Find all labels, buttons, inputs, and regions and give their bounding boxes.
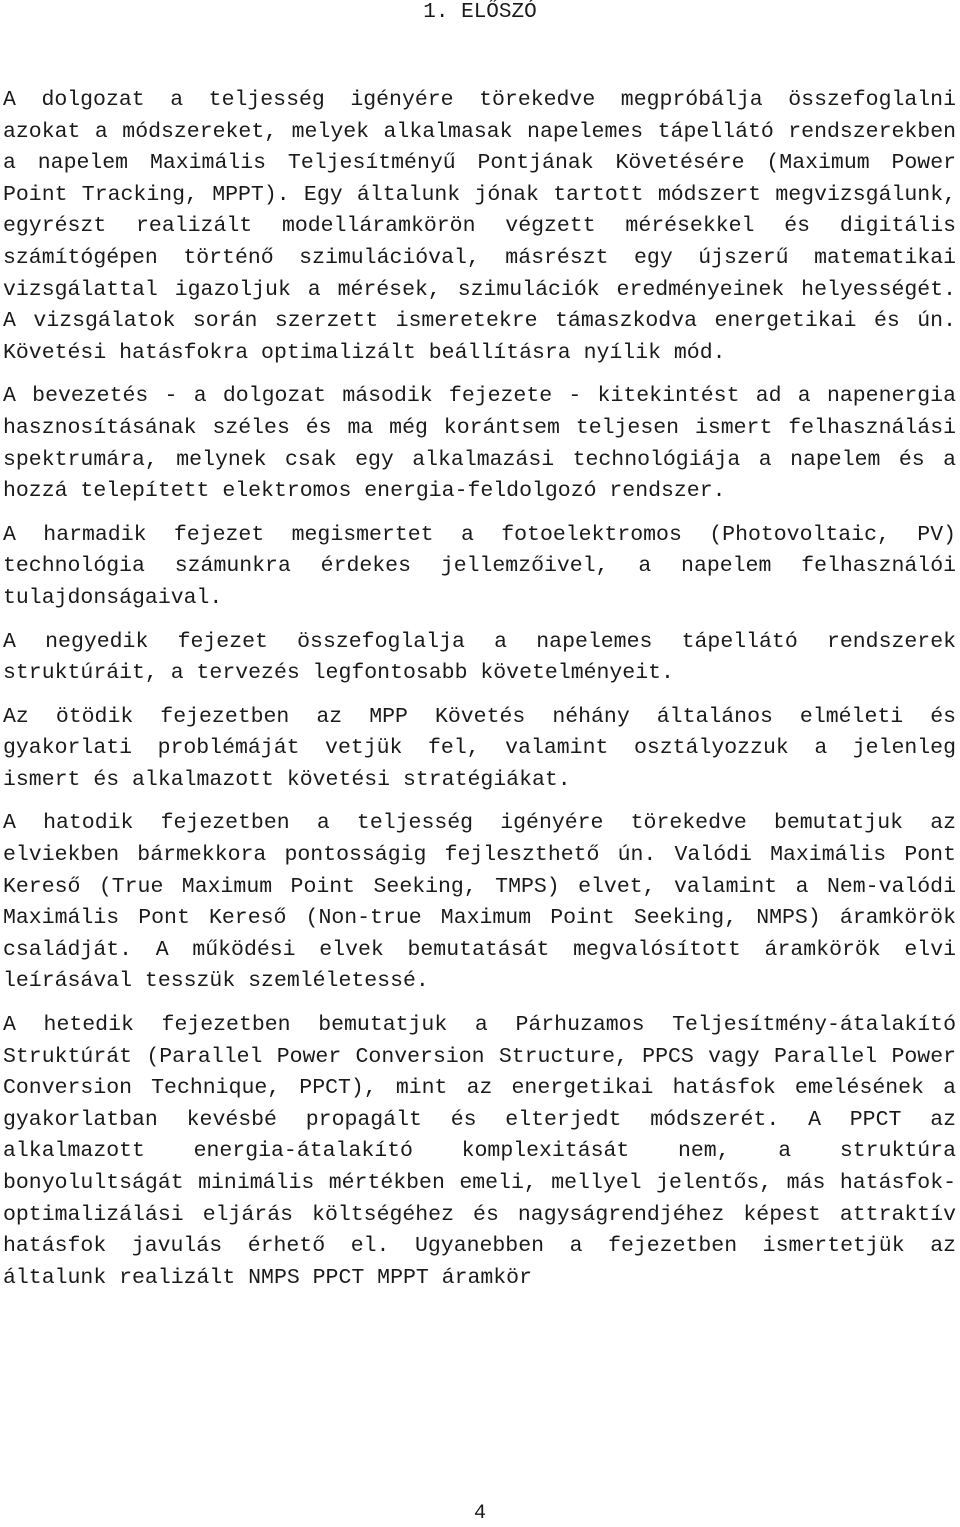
paragraph-chapter-5: Az ötödik fejezetben az MPP Követés néhány általános elméleti és gyakorlati problémáját vetjük fel, valamint osztályozzuk a jelenleg ismert és alkalmazott követési stratégiákat. bbox=[3, 704, 956, 792]
chapter-title: 1. ELŐSZÓ bbox=[423, 1, 537, 24]
paragraph-preface-intro: A dolgozat a teljesség igényére törekedve megpróbálja összefoglalni azokat a módszereket, melyek alkalmasak napelemes tápellátó rendszerekben a napelem Maximális Teljesítményű Pontjának Követésére (Maximum Power Point Tracking, MPPT). Egy általunk jónak tartott módszert megvizsgálunk, egyrészt realizált modelláramkörön végzett mérésekkel és digitális számítógépen történő szimulációval, másrészt egy újszerű matematikai vizsgálattal igazoljuk a mérések, szimulációk eredményeinek helyességét. A vizsgálatok során szerzett ismeretekre támaszkodva energetikai és ún. Követési hatásfokra optimalizált beállításra nyílik mód. bbox=[3, 88, 956, 365]
paragraph-chapter-6: A hatodik fejezetben a teljesség igényére törekedve bemutatjuk az elviekben bármekkora pontosságig fejleszthető ún. Valódi Maximális Pont Kereső (True Maximum Point Seeking, TMPS) elvet, valamint a Nem-valódi Maximális Pont Kereső (Non-true Maximum Point Seeking, NMPS) áramkörök családját. A működési elvek bemutatását megvalósított áramkörök elvi leírásával tesszük szemléletessé. bbox=[3, 811, 956, 994]
body-text bbox=[3, 85, 956, 1306]
paragraph-chapter-4: A negyedik fejezet összefoglalja a napelemes tápellátó rendszerek struktúráit, a tervezés legfontosabb követelményeit. bbox=[3, 629, 956, 686]
paragraph-chapter-7: A hetedik fejezetben bemutatjuk a Párhuzamos Teljesítmény-átalakító Struktúrát (Parallel Power Conversion Structure, PPCS vagy Parallel Power Conversion Technique, PPCT), mint az energetikai hatásfok emelésének a gyakorlatban kevésbé propagált és elterjedt módszerét. A PPCT az alkalmazott energia-átalakító komplexitását nem, a struktúra bonyolultságát minimális mértékben emeli, mellyel jelentős, más hatásfok-optimalizálási eljárás költségéhez és nagyságrendjéhez képest attraktív hatásfok javulás érhető el. Ugyanebben a fejezetben ismertetjük az általunk realizált NMPS PPCT MPPT áramkör bbox=[3, 1013, 956, 1290]
page-number: 4 bbox=[473, 1502, 486, 1525]
paragraph-chapter-2: A bevezetés - a dolgozat második fejezete - kitekintést ad a napenergia hasznosításának széles és ma még korántsem teljesen ismert felhasználási spektrumára, melynek csak egy alkalmazási technológiája a napelem és a hozzá telepített elektromos energia-feldolgozó rendszer. bbox=[3, 384, 956, 504]
paragraph-chapter-3: A harmadik fejezet megismertet a fotoelektromos (Photovoltaic, PV) technológia számunkra érdekes jellemzőivel, a napelem felhasználói tulajdonságaival. bbox=[3, 522, 956, 610]
